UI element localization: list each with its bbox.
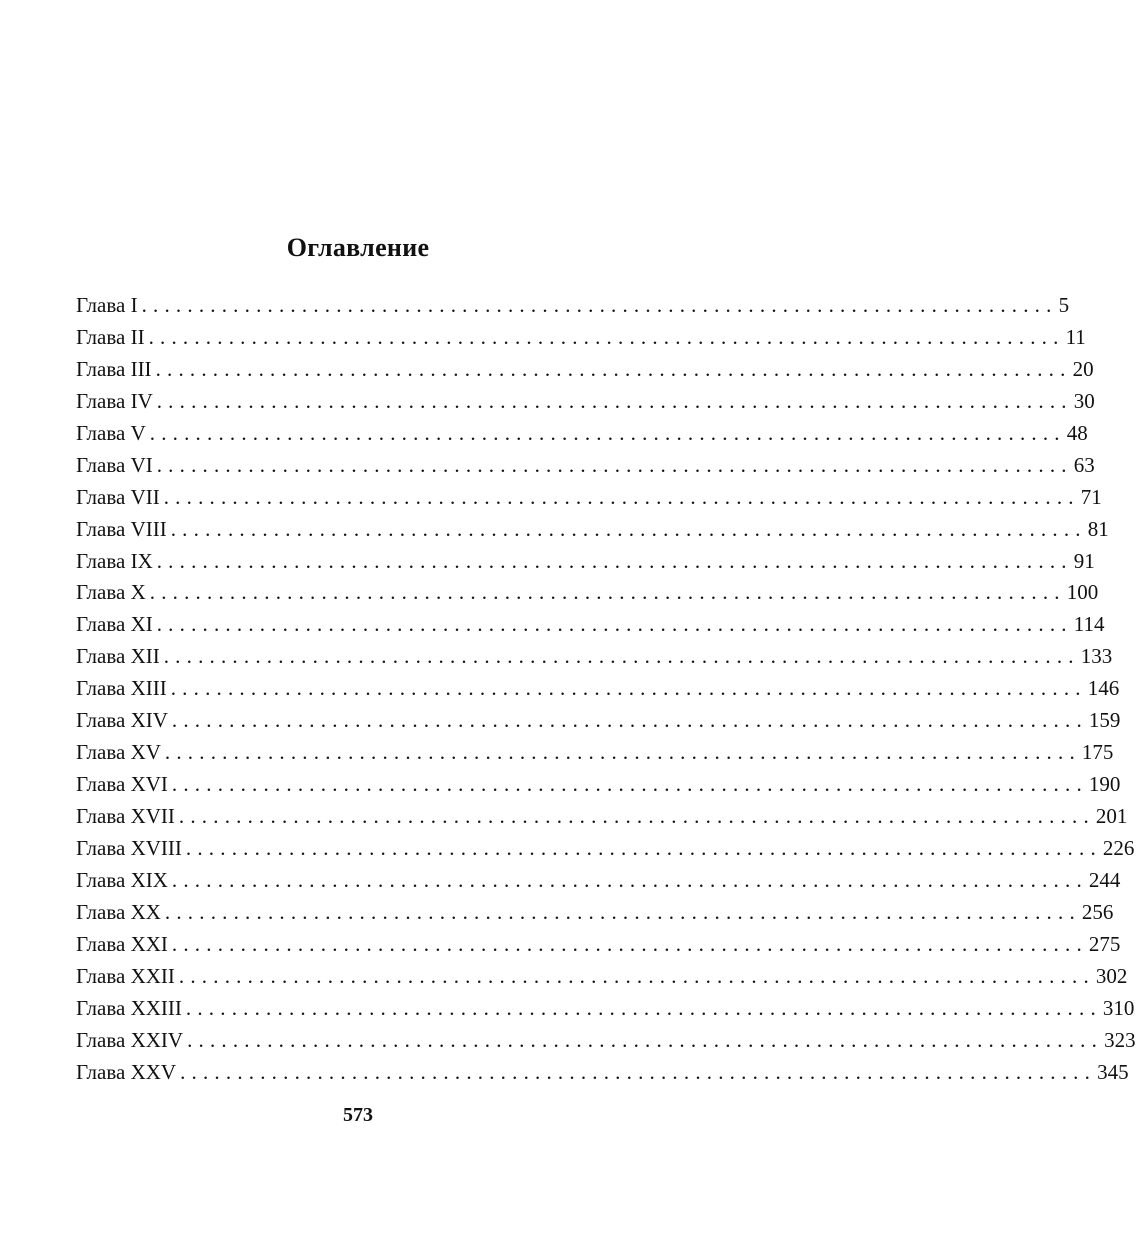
toc-entry-label: Глава IX bbox=[76, 548, 153, 573]
toc-entry[interactable] bbox=[76, 482, 1102, 514]
toc-entry-page: 244 bbox=[1088, 867, 1121, 892]
dot-leader: ................................................................................ bbox=[185, 995, 1102, 1020]
toc-entry[interactable] bbox=[76, 705, 1121, 737]
dot-leader: ................................................................................ bbox=[171, 931, 1088, 956]
toc-entry-page: 146 bbox=[1087, 676, 1120, 701]
dot-leader: ................................................................................ bbox=[163, 644, 1080, 669]
toc-entry-label: Глава XVI bbox=[76, 772, 168, 797]
toc-entry-label: Глава I bbox=[76, 293, 138, 317]
dot-leader: ................................................................................ bbox=[149, 580, 1066, 605]
toc-entry-label: Глава VII bbox=[76, 484, 160, 509]
toc-entry[interactable] bbox=[76, 865, 1121, 897]
toc-entry-label: Глава XXI bbox=[76, 931, 168, 956]
dot-leader: ................................................................................ bbox=[178, 963, 1095, 988]
toc-entry-page: 71 bbox=[1080, 484, 1102, 509]
toc-entry-label: Глава VI bbox=[76, 452, 153, 477]
dot-leader: ................................................................................ bbox=[171, 772, 1088, 797]
toc-entry-page: 11 bbox=[1065, 324, 1086, 349]
toc-entry-page: 20 bbox=[1072, 356, 1094, 381]
toc-entry-label: Глава XI bbox=[76, 612, 153, 637]
toc-entry[interactable] bbox=[76, 673, 1120, 705]
toc-entry[interactable] bbox=[76, 609, 1105, 641]
toc-entry-page: 201 bbox=[1095, 804, 1128, 828]
dot-leader: ................................................................................ bbox=[163, 484, 1080, 509]
dot-leader: ................................................................................ bbox=[170, 676, 1087, 701]
toc-entry-page: 226 bbox=[1102, 835, 1135, 860]
toc-entry-page: 190 bbox=[1088, 772, 1121, 797]
toc-entry[interactable] bbox=[76, 801, 1128, 833]
toc-entry-page: 323 bbox=[1104, 1027, 1136, 1052]
toc-entry-page: 133 bbox=[1080, 644, 1113, 669]
toc-entry-label: Глава XVIII bbox=[76, 835, 182, 860]
page-number: 573 bbox=[343, 1104, 373, 1126]
toc-entry-label: Глава XXV bbox=[76, 1059, 177, 1084]
dot-leader: ................................................................................ bbox=[155, 356, 1072, 381]
dot-leader: ................................................................................ bbox=[185, 835, 1102, 860]
dot-leader: ................................................................................ bbox=[156, 612, 1073, 637]
toc-entry-page: 100 bbox=[1066, 580, 1099, 605]
toc-entry[interactable] bbox=[76, 322, 1086, 354]
toc-entry-page: 48 bbox=[1066, 420, 1088, 445]
toc-entry-label: Глава XIII bbox=[76, 676, 167, 701]
toc-entry-page: 114 bbox=[1073, 612, 1105, 637]
toc-entry-label: Глава XII bbox=[76, 644, 160, 669]
toc-entry[interactable] bbox=[76, 386, 1095, 418]
dot-leader: ................................................................................ bbox=[156, 388, 1073, 413]
toc-entry[interactable] bbox=[76, 641, 1113, 673]
dot-leader: ................................................................................ bbox=[156, 548, 1073, 573]
toc-entry[interactable] bbox=[76, 1025, 1136, 1057]
toc-entry[interactable] bbox=[76, 577, 1099, 609]
dot-leader: ................................................................................ bbox=[178, 804, 1095, 828]
dot-leader: ................................................................................ bbox=[164, 740, 1081, 765]
dot-leader: ................................................................................ bbox=[156, 452, 1073, 477]
toc-entry[interactable] bbox=[76, 450, 1095, 482]
dot-leader: ................................................................................ bbox=[171, 708, 1088, 733]
toc-entry[interactable] bbox=[76, 897, 1114, 929]
toc-entry[interactable] bbox=[76, 769, 1121, 801]
toc-entry-label: Глава XIV bbox=[76, 708, 168, 733]
toc-entry-page: 81 bbox=[1087, 516, 1109, 541]
toc-entry[interactable] bbox=[76, 514, 1109, 546]
toc-entry[interactable] bbox=[76, 929, 1121, 961]
dot-leader: ................................................................................ bbox=[149, 420, 1066, 445]
toc-entry-label: Глава V bbox=[76, 420, 146, 445]
toc-entry-label: Глава XX bbox=[76, 899, 161, 924]
toc-entry-page: 91 bbox=[1073, 548, 1095, 573]
toc-entry-page: 310 bbox=[1102, 995, 1135, 1020]
toc-entry[interactable] bbox=[76, 961, 1128, 993]
toc-entry-label: Глава XV bbox=[76, 740, 161, 765]
toc-entry-label: Глава XXIV bbox=[76, 1027, 184, 1052]
toc-entry[interactable] bbox=[76, 737, 1114, 769]
toc-entry-page: 63 bbox=[1073, 452, 1095, 477]
table-of-contents bbox=[76, 290, 1136, 1088]
toc-entry-page: 256 bbox=[1081, 899, 1114, 924]
dot-leader: ................................................................................ bbox=[141, 293, 1058, 317]
toc-entry[interactable] bbox=[76, 833, 1135, 865]
dot-leader: ................................................................................ bbox=[164, 899, 1081, 924]
dot-leader: ................................................................................ bbox=[148, 324, 1065, 349]
toc-entry-page: 275 bbox=[1088, 931, 1121, 956]
page-title: Оглавление bbox=[286, 233, 430, 262]
toc-entry-page: 5 bbox=[1058, 293, 1070, 317]
toc-entry-label: Глава VIII bbox=[76, 516, 167, 541]
toc-entry-label: Глава IV bbox=[76, 388, 153, 413]
dot-leader: ................................................................................ bbox=[180, 1059, 1097, 1084]
toc-entry-label: Глава XXIII bbox=[76, 995, 182, 1020]
toc-entry-page: 345 bbox=[1097, 1059, 1129, 1084]
dot-leader: ................................................................................ bbox=[187, 1027, 1104, 1052]
toc-entry-label: Глава III bbox=[76, 356, 152, 381]
dot-leader: ................................................................................ bbox=[170, 516, 1087, 541]
toc-entry-label: Глава XIX bbox=[76, 867, 168, 892]
toc-entry[interactable] bbox=[76, 418, 1088, 450]
toc-entry[interactable] bbox=[76, 1057, 1129, 1089]
toc-entry-page: 302 bbox=[1095, 963, 1128, 988]
toc-entry-label: Глава II bbox=[76, 324, 145, 349]
toc-entry-page: 30 bbox=[1073, 388, 1095, 413]
toc-entry[interactable] bbox=[76, 993, 1135, 1025]
toc-entry-label: Глава X bbox=[76, 580, 146, 605]
toc-entry-page: 175 bbox=[1081, 740, 1114, 765]
toc-entry[interactable] bbox=[76, 290, 1070, 322]
toc-entry-label: Глава XVII bbox=[76, 804, 175, 828]
toc-entry-label: Глава XXII bbox=[76, 963, 175, 988]
dot-leader: ................................................................................ bbox=[171, 867, 1088, 892]
toc-entry[interactable] bbox=[76, 546, 1095, 578]
toc-entry-page: 159 bbox=[1088, 708, 1121, 733]
toc-entry[interactable] bbox=[76, 354, 1094, 386]
